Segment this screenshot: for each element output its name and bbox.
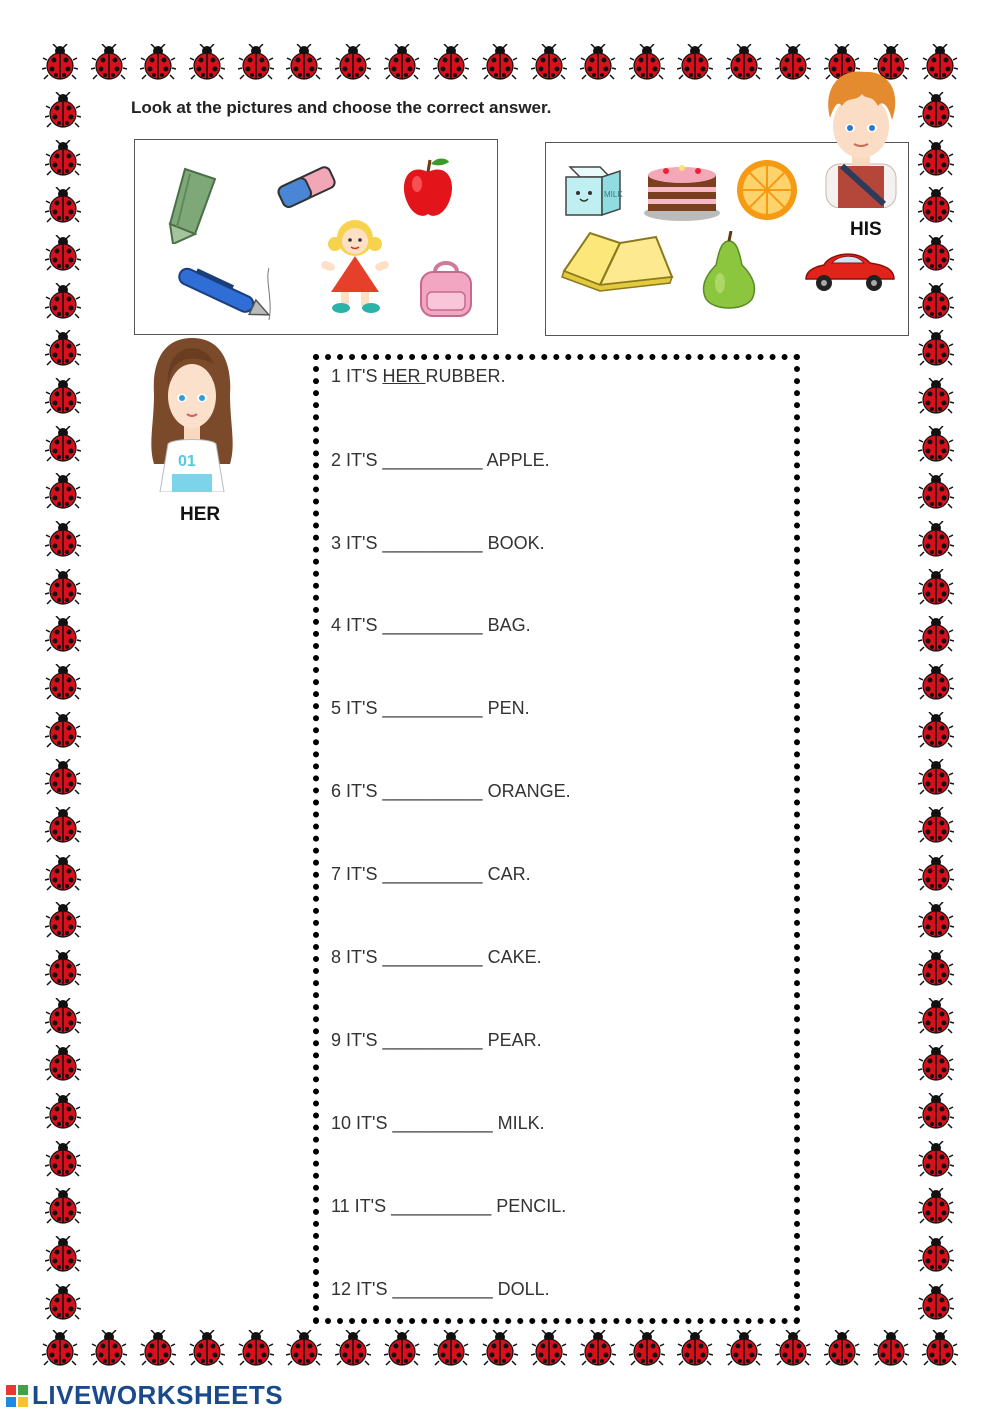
pear-icon [692,231,766,313]
logo-blocks-icon [6,1385,28,1407]
ladybug-icon [918,426,954,462]
item-number-and-verb: 1 IT'S [331,366,383,386]
instruction-text: Look at the pictures and choose the correct answer. [131,98,552,117]
ladybug-icon [918,187,954,223]
ladybug-icon [726,1330,762,1366]
item-noun: BAG. [487,615,531,635]
item-number-and-verb: 11 IT'S [331,1196,392,1216]
ladybug-icon [45,1236,81,1272]
ladybug-icon [580,44,616,80]
ladybug-icon [45,569,81,605]
item-number-and-verb: 10 IT'S [331,1113,393,1133]
ladybug-icon [45,378,81,414]
ladybug-icon [433,44,469,80]
item-number-and-verb: 4 IT'S [331,615,383,635]
ladybug-icon [286,1330,322,1366]
pen-icon [169,260,279,330]
ladybug-icon [384,1330,420,1366]
ladybug-icon [918,1188,954,1224]
ladybug-icon [918,1045,954,1081]
ladybug-icon [775,1330,811,1366]
ladybug-icon [531,1330,567,1366]
ladybug-icon [918,1236,954,1272]
item-noun: CAR. [487,864,531,884]
ladybug-icon [286,44,322,80]
ladybug-icon [140,44,176,80]
answer-blank[interactable]: __________ [382,533,483,553]
ladybug-icon [45,807,81,843]
ladybug-icon [873,1330,909,1366]
orange-icon [734,157,800,223]
item-noun: APPLE. [486,450,550,470]
ladybug-icon [922,44,958,80]
ladybug-icon [918,140,954,176]
ladybug-icon [140,1330,176,1366]
ladybug-icon [918,92,954,128]
ladybug-icon [629,1330,665,1366]
item-noun: MILK. [497,1113,545,1133]
boy-avatar [812,66,910,208]
answer-blank[interactable]: __________ [382,1030,483,1050]
answer-blank[interactable]: __________ [392,1279,493,1299]
item-number-and-verb: 5 IT'S [331,698,383,718]
exercise-item [331,947,542,968]
ladybug-icon [918,855,954,891]
ladybug-icon [91,1330,127,1366]
answer-blank[interactable]: __________ [382,698,483,718]
exercise-item [331,1279,550,1300]
ladybug-icon [335,44,371,80]
answer-blank[interactable]: __________ [382,450,483,470]
answer-blank[interactable]: __________ [391,1196,492,1216]
item-noun: BOOK. [487,533,545,553]
svg-text:01: 01 [178,453,196,470]
exercise-item [331,781,571,802]
ladybug-icon [45,187,81,223]
exercise-item [331,1030,542,1051]
ladybug-icon [918,330,954,366]
ladybug-icon [45,521,81,557]
bag-icon [413,258,479,320]
car-icon [800,245,898,295]
exercise-item [331,1196,566,1217]
ladybug-icon [531,44,567,80]
item-noun: PENCIL. [496,1196,567,1216]
ladybug-icon [918,902,954,938]
ladybug-icon [45,1188,81,1224]
item-number-and-verb: 8 IT'S [331,947,383,967]
ladybug-icon [45,712,81,748]
item-number-and-verb: 12 IT'S [331,1279,393,1299]
answer-blank[interactable]: __________ [382,864,483,884]
ladybug-icon [918,473,954,509]
ladybug-icon [45,759,81,795]
item-noun: DOLL. [497,1279,550,1299]
ladybug-icon [726,44,762,80]
ladybug-icon [45,998,81,1034]
ladybug-icon [918,807,954,843]
ladybug-icon [45,140,81,176]
item-noun: RUBBER. [425,366,506,386]
cake-icon [642,155,722,223]
ladybug-icon [45,235,81,271]
ladybug-icon [433,1330,469,1366]
ladybug-icon [824,1330,860,1366]
ladybug-icon [45,426,81,462]
pencil-icon [165,164,225,244]
exercise-item [331,450,550,471]
book-icon [560,229,678,295]
item-noun: PEN. [487,698,530,718]
ladybug-icon [45,664,81,700]
ladybug-icon [189,1330,225,1366]
her-items-picture-box [134,139,498,335]
item-number-and-verb: 6 IT'S [331,781,383,801]
ladybug-icon [918,950,954,986]
ladybug-icon [918,759,954,795]
answer-blank[interactable]: __________ [392,1113,493,1133]
filled-answer[interactable]: HER [382,366,426,386]
ladybug-icon [918,664,954,700]
ladybug-icon [922,1330,958,1366]
ladybug-icon [677,44,713,80]
ladybug-icon [45,616,81,652]
item-number-and-verb: 7 IT'S [331,864,383,884]
ladybug-icon [918,712,954,748]
ladybug-icon [45,902,81,938]
ladybug-icon [918,1284,954,1320]
item-number-and-verb: 2 IT'S [331,450,383,470]
ladybug-icon [42,1330,78,1366]
exercise-item [331,615,531,636]
item-number-and-verb: 3 IT'S [331,533,383,553]
ladybug-icon [482,1330,518,1366]
her-label: HER [180,504,221,525]
ladybug-icon [42,44,78,80]
ladybug-icon [629,44,665,80]
item-noun: ORANGE. [487,781,571,801]
rubber-icon [275,164,339,212]
ladybug-icon [238,44,274,80]
his-label: HIS [850,219,882,240]
exercise-item [331,366,505,387]
ladybug-icon [45,1284,81,1320]
exercise-item [331,533,545,554]
exercise-item [331,1113,545,1134]
exercise-item [331,864,531,885]
item-noun: CAKE. [487,947,542,967]
ladybug-icon [918,1141,954,1177]
logo-text: LIVEWORKSHEETS [32,1380,284,1410]
ladybug-icon [45,855,81,891]
liveworksheets-logo [6,1380,283,1411]
ladybug-icon [918,378,954,414]
ladybug-icon [918,521,954,557]
ladybug-icon [45,1045,81,1081]
girl-avatar [142,334,242,492]
ladybug-icon [45,473,81,509]
ladybug-icon [918,235,954,271]
ladybug-icon [918,1093,954,1129]
answer-blank[interactable]: __________ [382,615,483,635]
ladybug-icon [918,569,954,605]
ladybug-icon [775,44,811,80]
apple-icon [397,154,459,220]
ladybug-icon [918,998,954,1034]
ladybug-icon [384,44,420,80]
milk-carton-label: MILK [604,190,623,199]
exercise-item [331,698,530,719]
answer-blank[interactable]: __________ [382,947,483,967]
ladybug-icon [335,1330,371,1366]
doll-icon [315,214,397,316]
answer-box [313,354,800,1324]
item-number-and-verb: 9 IT'S [331,1030,383,1050]
ladybug-icon [580,1330,616,1366]
ladybug-border-right [918,92,954,1320]
ladybug-icon [677,1330,713,1366]
ladybug-icon [45,92,81,128]
item-noun: PEAR. [487,1030,542,1050]
ladybug-border-bottom [42,1330,958,1366]
answer-blank[interactable]: __________ [382,781,483,801]
ladybug-icon [45,1093,81,1129]
ladybug-icon [482,44,518,80]
ladybug-icon [45,950,81,986]
ladybug-icon [45,283,81,319]
ladybug-icon [45,1141,81,1177]
ladybug-icon [918,616,954,652]
ladybug-icon [91,44,127,80]
milk-icon [558,153,628,219]
ladybug-icon [45,330,81,366]
ladybug-icon [238,1330,274,1366]
ladybug-border-left [45,92,81,1320]
ladybug-icon [189,44,225,80]
ladybug-icon [918,283,954,319]
